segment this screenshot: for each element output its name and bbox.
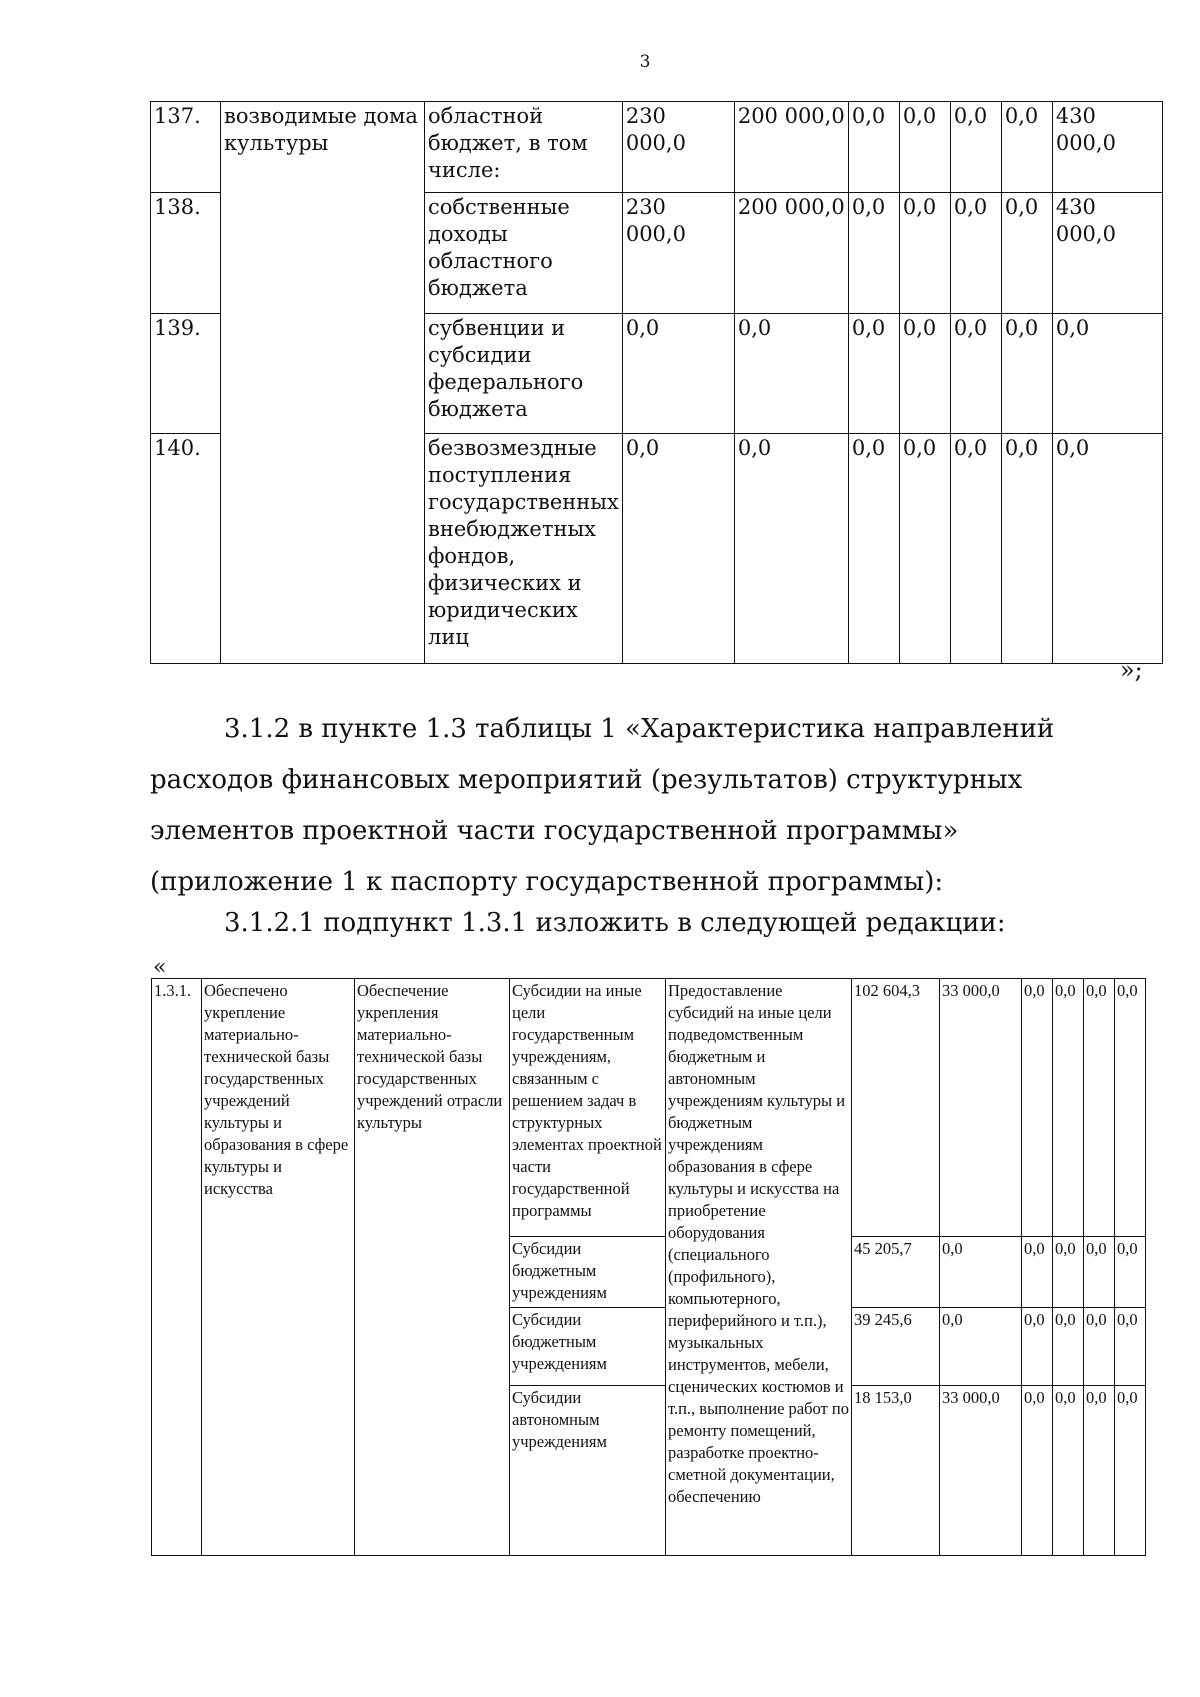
value-cell: 0,0 <box>1022 1237 1053 1308</box>
table-row <box>152 979 1146 1237</box>
total-cell: 0,0 <box>1052 434 1162 664</box>
value-cell: 45 205,7 <box>852 1237 940 1308</box>
measures-table <box>151 978 1146 1556</box>
funding-source: субвенции и субсидии федерального бюджета <box>425 314 623 434</box>
value-cell: 230 000,0 <box>622 102 734 193</box>
funding-table <box>150 101 1163 664</box>
value-cell: 0,0 <box>1001 193 1052 314</box>
value-cell: 0,0 <box>1053 1237 1084 1308</box>
value-cell: 0,0 <box>848 434 899 664</box>
value-cell: 39 245,6 <box>852 1308 940 1386</box>
closing-quote: »; <box>1120 656 1143 684</box>
value-cell: 0,0 <box>1001 434 1052 664</box>
value-cell: 0,0 <box>950 102 1001 193</box>
total-cell: 430 000,0 <box>1052 193 1162 314</box>
value-cell: 0,0 <box>940 1237 1022 1308</box>
value-cell: 0,0 <box>899 434 950 664</box>
paragraph-text: 3.1.2 в пункте 1.3 таблицы 1 «Характеристика направлений расходов финансовых мероприятий (результатов) структурных элементов проектной части государственной программы» (приложение 1 к паспорту государственной программы): <box>150 714 1055 897</box>
value-cell: 200 000,0 <box>734 102 848 193</box>
value-cell: 0,0 <box>848 193 899 314</box>
value-cell: 0,0 <box>1053 1308 1084 1386</box>
subsidy-type: Субсидии автономным учреждениям <box>510 1386 666 1556</box>
funding-source: областной бюджет, в том числе: <box>425 102 623 193</box>
description-cell: Предоставление субсидий на иные цели подведомственным бюджетным и автономным учреждениям культуры и бюджетным учреждениям образования в сфере культуры и искусства на приобретение оборудования (специального (профильного), компьютерного, периферийного и т.п.), музыкальных инструментов, мебели, сценических костюмов и т.п., выполнение работ по ремонту помещений, разработке проектно-сметной документации, обеспечению <box>666 979 852 1556</box>
row-number: 140. <box>151 434 221 664</box>
value-cell: 0,0 <box>1022 1386 1053 1556</box>
page-number: 3 <box>639 52 651 72</box>
value-cell: 0,0 <box>950 434 1001 664</box>
value-cell: 0,0 <box>622 434 734 664</box>
subsidy-type: Субсидии бюджетным учреждениям <box>510 1308 666 1386</box>
value-cell: 0,0 <box>848 102 899 193</box>
task-cell: Обеспечение укрепления материально-технической базы государственных учреждений отрасли культуры <box>355 979 510 1556</box>
value-cell: 0,0 <box>940 1308 1022 1386</box>
value-cell: 0,0 <box>1115 1237 1146 1308</box>
value-cell: 0,0 <box>734 434 848 664</box>
value-cell: 0,0 <box>848 314 899 434</box>
value-cell: 0,0 <box>950 314 1001 434</box>
value-cell: 0,0 <box>1115 979 1146 1237</box>
funding-source: собственные доходы областного бюджета <box>425 193 623 314</box>
value-cell: 0,0 <box>1084 979 1115 1237</box>
opening-quote: « <box>153 955 167 980</box>
row-number: 1.3.1. <box>152 979 202 1556</box>
row-number: 139. <box>151 314 221 434</box>
value-cell: 0,0 <box>950 193 1001 314</box>
value-cell: 0,0 <box>622 314 734 434</box>
row-number: 138. <box>151 193 221 314</box>
total-cell: 0,0 <box>1052 314 1162 434</box>
value-cell: 0,0 <box>1053 979 1084 1237</box>
value-cell: 33 000,0 <box>940 979 1022 1237</box>
table-row <box>151 102 1163 193</box>
row-number: 137. <box>151 102 221 193</box>
subsidy-type: Субсидии на иные цели государственным учреждениям, связанным с решением задач в структурных элементах проектной части государственной программы <box>510 979 666 1237</box>
object-name: возводимые дома культуры <box>221 102 425 664</box>
value-cell: 0,0 <box>1001 314 1052 434</box>
value-cell: 0,0 <box>1053 1386 1084 1556</box>
value-cell: 0,0 <box>1084 1237 1115 1308</box>
value-cell: 0,0 <box>899 314 950 434</box>
value-cell: 0,0 <box>899 193 950 314</box>
value-cell: 230 000,0 <box>622 193 734 314</box>
value-cell: 0,0 <box>1084 1308 1115 1386</box>
value-cell: 0,0 <box>1001 102 1052 193</box>
value-cell: 0,0 <box>1115 1308 1146 1386</box>
value-cell: 33 000,0 <box>940 1386 1022 1556</box>
value-cell: 0,0 <box>734 314 848 434</box>
paragraph-3-1-2-1: 3.1.2.1 подпункт 1.3.1 изложить в следующей редакции: <box>224 908 1006 938</box>
value-cell: 0,0 <box>1084 1386 1115 1556</box>
paragraph-3-1-2 <box>150 704 1140 908</box>
total-cell: 430 000,0 <box>1052 102 1162 193</box>
value-cell: 0,0 <box>899 102 950 193</box>
value-cell: 0,0 <box>1022 1308 1053 1386</box>
value-cell: 0,0 <box>1115 1386 1146 1556</box>
value-cell: 102 604,3 <box>852 979 940 1237</box>
value-cell: 0,0 <box>1022 979 1053 1237</box>
funding-source: безвозмездные поступления государственных внебюджетных фондов, физических и юридических лиц <box>425 434 623 664</box>
value-cell: 18 153,0 <box>852 1386 940 1556</box>
value-cell: 200 000,0 <box>734 193 848 314</box>
result-cell: Обеспечено укрепление материально-технической базы государственных учреждений культуры и образования в сфере культуры и искусства <box>202 979 355 1556</box>
subsidy-type: Субсидии бюджетным учреждениям <box>510 1237 666 1308</box>
